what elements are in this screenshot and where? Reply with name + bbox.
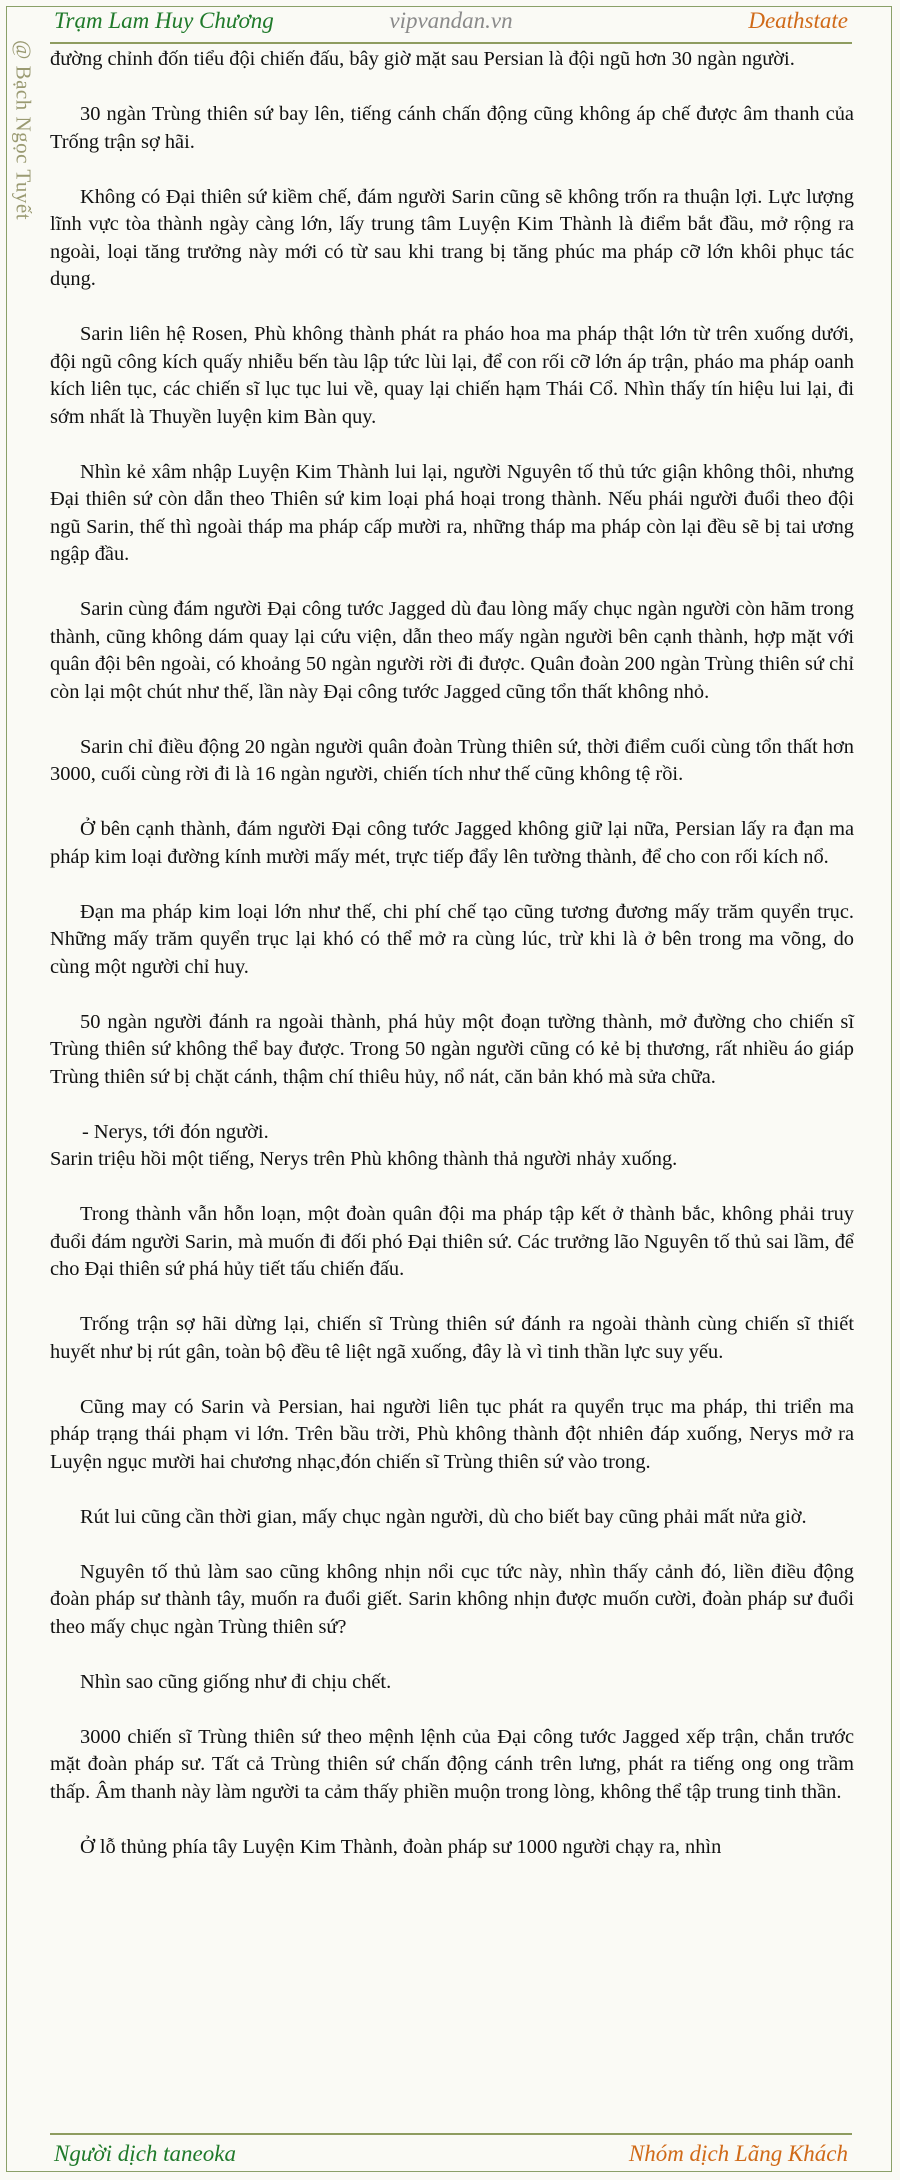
paragraph: Trong thành vẫn hỗn loạn, một đoàn quân đội ma pháp tập kết ở thành bắc, không phải truy đuổi đám người Sarin, mà muốn đi đối phó Đại thiên sứ. Các trưởng lão Nguyên tố thủ sai lầm, để cho Đại thiên sứ phá hủy tiết tấu chiến đấu. xyxy=(50,1203,854,1280)
watermark-text: @ Bạch Ngọc Tuyết xyxy=(11,40,36,221)
group-credit: Nhóm dịch Lãng Khách xyxy=(628,2141,848,2166)
paragraph: Sarin cùng đám người Đại công tước Jagged dù đau lòng mấy chục ngàn người còn hãm trong thành, cũng không dám quay lại cứu viện, dẫn theo mấy ngàn người bên cạnh thành, hợp mặt với quân đội bên ngoài, có khoảng 50 ngàn người rời đi được. Quân đoàn 200 ngàn Trùng thiên sứ chỉ còn lại một chút như thế, lần này Đại công tước Jagged cũng tổn thất không nhỏ. xyxy=(50,598,854,703)
site-url: vipvandan.vn xyxy=(389,8,513,33)
side-watermark xyxy=(2,40,44,290)
paragraph: Trống trận sợ hãi dừng lại, chiến sĩ Trùng thiên sứ đánh ra ngoài thành cùng chiến sĩ thiết huyết như bị rút gân, toàn bộ đều tê liệt ngã xuống, đây là vì tinh thần lực suy yếu. xyxy=(50,1313,854,1363)
paragraph: đường chỉnh đốn tiểu đội chiến đấu, bây giờ mặt sau Persian là đội ngũ hơn 30 ngàn người. xyxy=(50,48,795,70)
book-title: Deathstate xyxy=(748,8,848,33)
dialogue-line: - Nerys, tới đón người. xyxy=(82,1120,269,1143)
paragraph: Sarin chỉ điều động 20 ngàn người quân đoàn Trùng thiên sứ, thời điểm cuối cùng tổn thất hơn 3000, cuối cùng rời đi là 16 ngàn người, chiến tích như thế cũng không tệ rồi. xyxy=(50,735,854,785)
paragraph: 50 ngàn người đánh ra ngoài thành, phá hủy một đoạn tường thành, mở đường cho chiến sĩ Trùng thiên sứ không thể bay được. Trong 50 ngàn người cũng có kẻ bị thương, rất nhiều áo giáp Trùng thiên sứ bị chặt cánh, thậm chí thiêu hủy, nổ nát, căn bản khó mà sửa chữa. xyxy=(50,1010,854,1088)
paragraph: 3000 chiến sĩ Trùng thiên sứ theo mệnh lệnh của Đại công tước Jagged xếp trận, chắn trước mặt đoàn pháp sư. Tất cả Trùng thiên sứ chấn động cánh trên lưng, phát ra tiếng ong ong trầm thấp. Âm thanh này làm người ta cảm thấy phiền muộn trong lòng, không thể tập trung tinh thần. xyxy=(50,1725,854,1803)
page-footer xyxy=(50,2133,852,2175)
dialogue-narration: Sarin triệu hồi một tiếng, Nerys trên Phù không thành thả người nhảy xuống. xyxy=(50,1148,678,1170)
paragraph: Ở bên cạnh thành, đám người Đại công tước Jagged không giữ lại nữa, Persian lấy ra đạn ma pháp kim loại đường kính mười mấy mét, trực tiếp đẩy lên tường thành, để cho con rối kích nổ. xyxy=(50,818,854,868)
paragraph: Không có Đại thiên sứ kiềm chế, đám người Sarin cũng sẽ không trốn ra thuận lợi. Lực lượng lĩnh vực tòa thành ngày càng lớn, lấy trung tâm Luyện Kim Thành là điểm bắt đầu, mở rộng ra ngoài, loại tăng trưởng này mới có từ sau khi trang bị tăng phúc ma pháp cỡ lớn khôi phục tác dụng. xyxy=(50,185,854,290)
paragraph: Rút lui cũng cần thời gian, mấy chục ngàn người, dù cho biết bay cũng phải mất nửa giờ. xyxy=(80,1505,807,1528)
translator-credit: Người dịch taneoka xyxy=(54,2141,236,2166)
paragraph: Nhìn sao cũng giống như đi chịu chết. xyxy=(80,1670,392,1693)
chapter-body xyxy=(50,46,854,1861)
paragraph: Ở lỗ thủng phía tây Luyện Kim Thành, đoàn pháp sư 1000 người chạy ra, nhìn xyxy=(80,1835,722,1858)
paragraph: 30 ngàn Trùng thiên sứ bay lên, tiếng cánh chấn động cũng không áp chế được âm thanh của Trống trận sợ hãi. xyxy=(50,103,854,153)
site-name: Trạm Lam Huy Chương xyxy=(54,8,274,33)
page-header xyxy=(50,6,852,44)
paragraph: Đạn ma pháp kim loại lớn như thế, chi phí chế tạo cũng tương đương mấy trăm quyển trục. Những mấy trăm quyển trục lại khó có thể mở ra cùng lúc, trừ khi là ở bên trong ma võng, do cùng một người chỉ huy. xyxy=(50,900,854,978)
paragraph: Cũng may có Sarin và Persian, hai người liên tục phát ra quyển trục ma pháp, thi triển ma pháp trạng thái phạm vi lớn. Trên bầu trời, Phù không thành đột nhiên đáp xuống, Nerys mở ra Luyện ngục mười hai chương nhạc,đón chiến sĩ Trùng thiên sứ vào trong. xyxy=(50,1395,854,1473)
paragraph: Nguyên tố thủ làm sao cũng không nhịn nổi cục tức này, nhìn thấy cảnh đó, liền điều động đoàn pháp sư thành tây, muốn ra đuổi giết. Sarin không nhịn được muốn cười, đoàn pháp sư đuổi theo mấy chục ngàn Trùng thiên sứ? xyxy=(50,1560,854,1638)
paragraph: Nhìn kẻ xâm nhập Luyện Kim Thành lui lại, người Nguyên tố thủ tức giận không thôi, nhưng Đại thiên sứ còn dẫn theo Thiên sứ kim loại phá hoại trong thành. Nếu phái người đuổi theo đội ngũ Sarin, thế thì ngoài tháp ma pháp cấp mười ra, những tháp ma pháp còn lại đều sẽ bị tai ương ngập đầu. xyxy=(50,460,854,565)
paragraph: Sarin liên hệ Rosen, Phù không thành phát ra pháo hoa ma pháp thật lớn từ trên xuống dưới, đội ngũ công kích quấy nhiễu bến tàu lập tức lùi lại, để con rối cỡ lớn áp trận, pháo ma pháp oanh kích liên tục, các chiến sĩ lục tục lui về, quay lại chiến hạm Thái Cổ. Nhìn thấy tín hiệu lui lại, đi sớm nhất là Thuyền luyện kim Bàn quy. xyxy=(50,323,854,428)
